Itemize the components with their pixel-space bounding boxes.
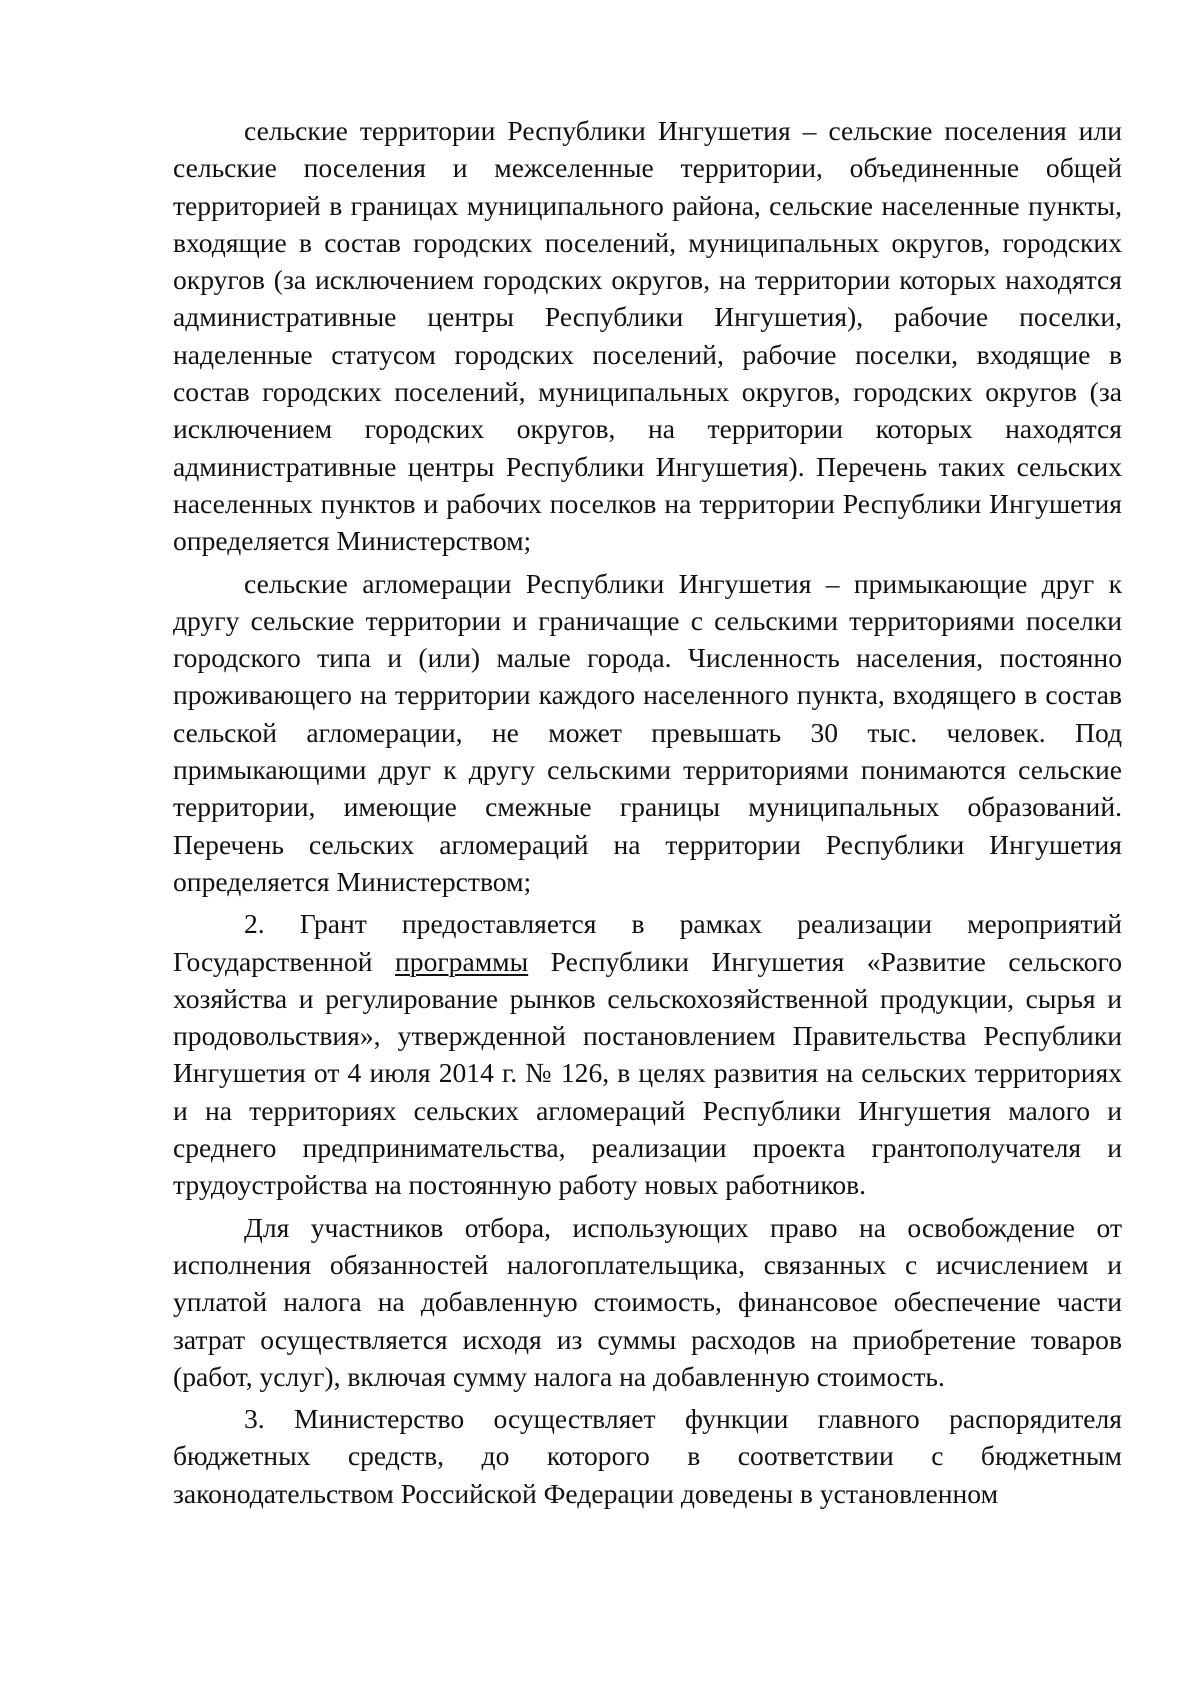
paragraph-rural-agglomerations: сельские агломерации Республики Ингушетия – примыкающие друг к другу сельские территории и граничащие с сельскими территориями поселки городского типа и (или) малые города. Численность населения, постоянно проживающего на территории каждого населенного пункта, входящего в состав сельской агломерации, не может превышать 30 тыс. человек. Под примыкающими друг к другу сельскими территориями понимаются сельские территории, имеющие смежные границы муниципальных образований. Перечень сельских агломераций на территории Республики Ингушетия определяется Министерством; — [173, 567, 1122, 897]
paragraph-ministry-functions: 3. Министерство осуществляет функции главного распорядителя бюджетных средств, до которого в соответствии с бюджетным законодательством Российской Федерации доведены в установленном — [173, 1403, 1122, 1509]
document-page — [173, 112, 1122, 1516]
grant-text-after-link: Республики Ингушетия «Развитие сельского хозяйства и регулирование рынков сельскохозяйственной продукции, сырья и продовольствия», утвержденной постановлением Правительства Республики Ингушетия от 4 июля 2014 г. № 126, в целях развития на сельских территориях и на территориях сельских агломераций Республики Ингушетия малого и среднего предпринимательства, реализации проекта грантополучателя и трудоустройства на постоянную работу новых работников. — [173, 945, 1122, 1201]
paragraph-grant-provision — [173, 905, 1122, 1203]
paragraph-rural-territories: сельские территории Республики Ингушетия – сельские поселения или сельские поселения и межселенные территории, объединенные общей территорией в границах муниципального района, сельские населенные пункты, входящие в состав городских поселений, муниципальных округов, городских округов (за исключением городских округов, на территории которых находятся административные центры Республики Ингушетия), рабочие поселки, наделенные статусом городских поселений, рабочие поселки, входящие в состав городских поселений, муниципальных округов, городских округов (за исключением городских округов, на территории которых находятся административные центры Республики Ингушетия). Перечень таких сельских населенных пунктов и рабочих поселков на территории Республики Ингушетия определяется Министерством; — [173, 115, 1122, 557]
program-link[interactable]: программы — [395, 945, 529, 977]
grant-text-before-link: 2. Грант предоставляется в рамках реализации мероприятий Государственной — [173, 908, 1122, 977]
paragraph-vat-participants: Для участников отбора, использующих право на освобождение от исполнения обязанностей налогоплательщика, связанных с исчислением и уплатой налога на добавленную стоимость, финансовое обеспечение части затрат осуществляется исходя из суммы расходов на приобретение товаров (работ, услуг), включая сумму налога на добавленную стоимость. — [173, 1211, 1122, 1392]
